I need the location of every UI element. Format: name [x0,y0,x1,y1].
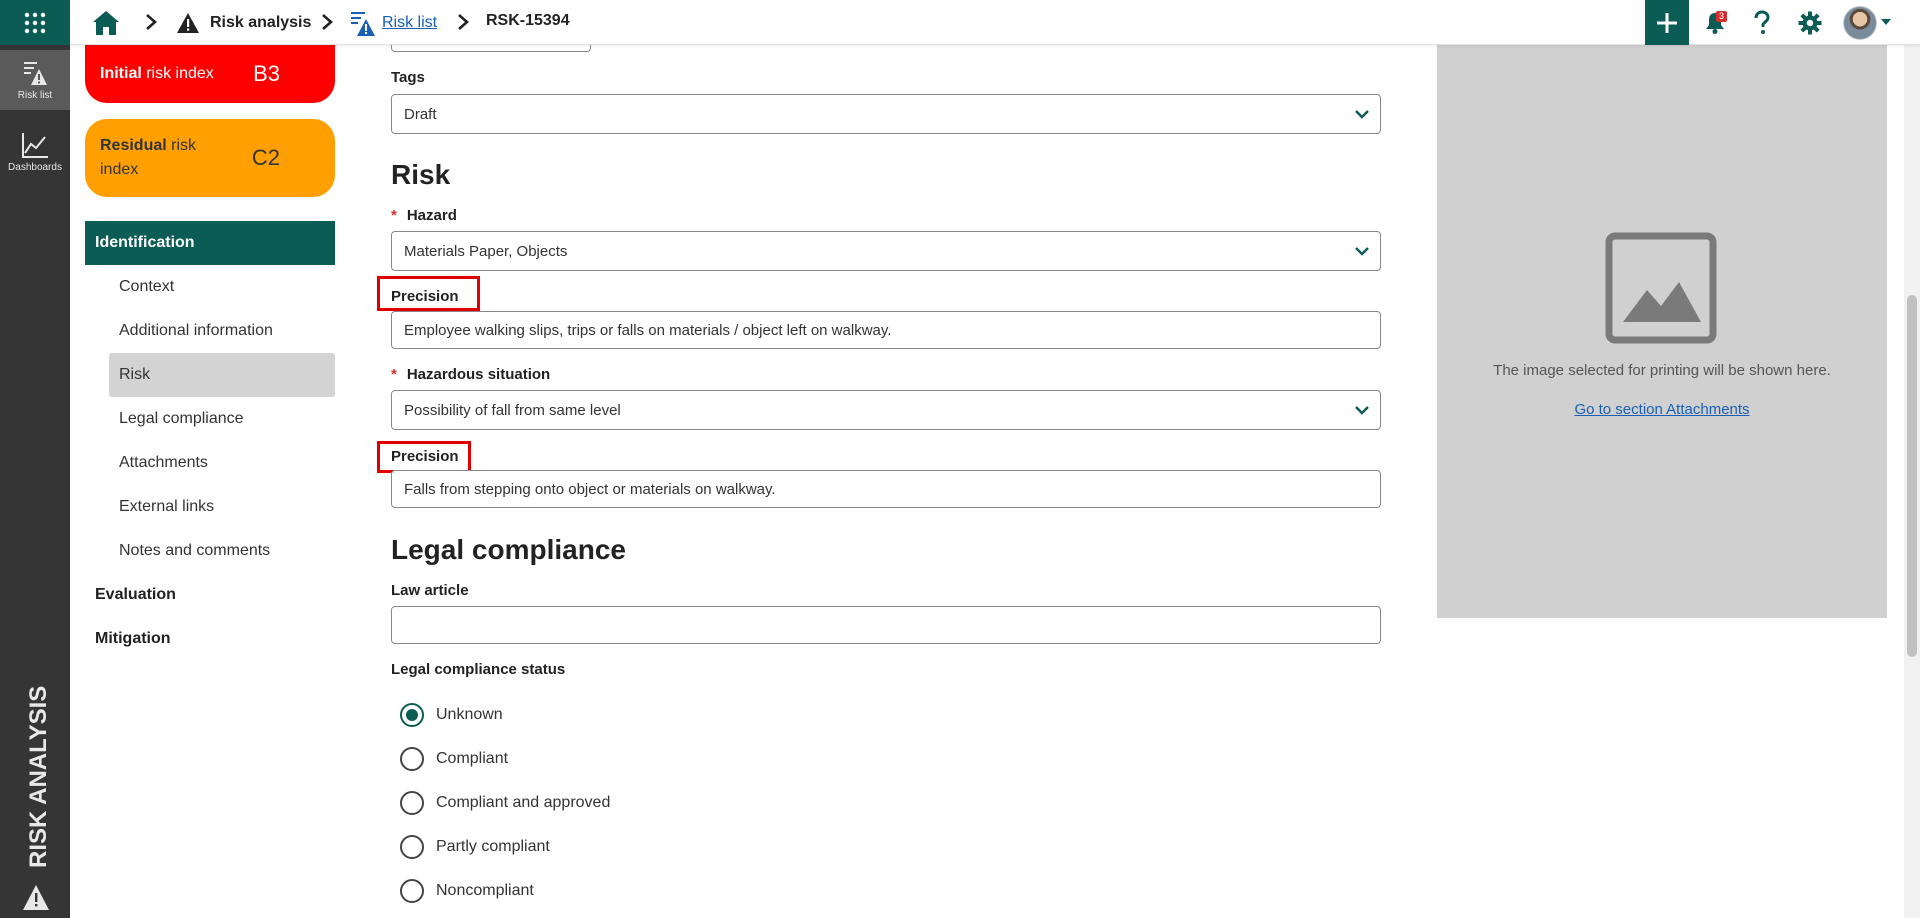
legal-compliance-status-label: Legal compliance status [391,661,566,678]
chart-line-icon [21,132,49,158]
top-bar [0,0,1920,45]
hazard-value: Materials Paper, Objects [404,242,568,260]
hazardous-situation-label [391,366,550,383]
breadcrumb-list-link[interactable]: Risk list [382,14,438,31]
radio-button[interactable] [400,879,424,903]
hazardous-situation-select[interactable] [391,390,1381,430]
hazard-label-text: Hazard [406,207,457,224]
chevron-down-icon [1354,404,1370,416]
rail-item-risk-list[interactable] [0,50,70,110]
risk-list-icon [22,60,48,86]
chevron-down-icon [1354,245,1370,257]
app-launcher-button[interactable] [0,0,70,45]
risk-section-title: Risk [391,159,451,190]
nav-item-risk[interactable]: Risk [109,353,335,397]
chevron-right-icon [142,12,160,32]
notification-count-badge: 3 [1716,11,1727,22]
nav-evaluation[interactable]: Evaluation [95,586,176,603]
initial-risk-grade: B3 [253,61,280,86]
rail-item-dashboards[interactable] [0,132,70,192]
rail-item-label: Risk list [17,90,53,101]
hazard-label [391,207,457,224]
situation-precision-label: Precision [391,448,459,465]
chevron-right-icon [318,12,336,32]
tags-value: Draft [404,105,437,123]
residual-risk-index-card [85,119,335,197]
radio-button[interactable] [400,835,424,859]
radio-label: Compliant and approved [436,794,611,811]
help-button[interactable] [1747,8,1777,38]
breadcrumb-risk-list[interactable] [350,8,437,38]
radio-label: Compliant [436,750,509,767]
initial-risk-index-card [85,45,335,103]
residual-risk-label-line2: index [100,161,139,178]
hazard-select[interactable] [391,231,1381,271]
hazardous-situation-label-text: Hazardous situation [406,366,551,383]
warning-icon [176,12,200,34]
chevron-right-icon [454,12,472,32]
breadcrumb-module-label: Risk analysis [210,14,312,31]
radio-option-unknown[interactable] [400,700,503,730]
residual-risk-label-rest: risk [166,137,197,154]
residual-risk-label-strong: Residual [100,137,167,154]
residual-risk-grade: C2 [251,145,280,170]
nav-item-attachments[interactable]: Attachments [119,454,208,471]
image-placeholder-icon [1605,232,1717,344]
home-button[interactable] [92,10,120,36]
risk-list-icon [350,9,376,37]
home-icon [92,10,120,36]
radio-label: Partly compliant [436,838,550,855]
settings-button[interactable] [1795,8,1825,38]
radio-option-noncompliant[interactable] [400,876,534,906]
tags-select[interactable] [391,94,1381,134]
nav-item-legal-compliance[interactable]: Legal compliance [119,410,244,427]
nav-item-notes-and-comments[interactable]: Notes and comments [119,542,271,559]
caret-down-icon[interactable] [1881,18,1891,26]
nav-mitigation[interactable]: Mitigation [95,630,171,647]
required-marker: * [391,207,397,224]
legal-compliance-section-title: Legal compliance [391,534,626,565]
tags-label: Tags [391,69,425,86]
hazardous-situation-value: Possibility of fall from same level [404,401,621,419]
hazard-precision-input[interactable]: Employee walking slips, trips or falls on materials / object left on walkway. [391,311,1381,349]
notifications-button[interactable] [1700,8,1730,38]
initial-risk-label-rest: risk index [141,65,214,82]
image-panel-note: The image selected for printing will be shown here. [1493,362,1831,379]
law-article-input[interactable] [391,606,1381,644]
radio-label: Unknown [436,706,503,723]
rail-item-label: Dashboards [8,162,62,173]
user-avatar[interactable] [1843,6,1877,40]
go-to-attachments-link[interactable]: Go to section Attachments [1574,401,1750,418]
radio-option-compliant[interactable] [400,744,508,774]
grid-icon [24,12,46,34]
chevron-down-icon [1354,108,1370,120]
print-image-panel [1437,45,1887,618]
nav-item-external-links[interactable]: External links [119,498,215,515]
nav-item-context[interactable]: Context [119,278,175,295]
situation-precision-input[interactable]: Falls from stepping onto object or materials on walkway. [391,470,1381,508]
question-mark-icon [1752,10,1772,36]
radio-option-partly-compliant[interactable] [400,832,550,862]
breadcrumb-risk-analysis[interactable] [176,10,311,36]
radio-option-compliant-and-approved[interactable] [400,788,610,818]
app-vertical-title-text: RISK ANALYSIS [25,685,52,868]
warning-icon [23,885,49,910]
plus-icon [1656,12,1678,34]
law-article-label: Law article [391,582,469,599]
nav-item-additional-information[interactable]: Additional information [119,322,273,339]
breadcrumb-record-id: RSK-15394 [486,12,570,29]
app-vertical-title [14,685,58,915]
nav-identification[interactable]: Identification [85,221,335,265]
radio-button[interactable] [400,747,424,771]
hazard-precision-label: Precision [391,288,459,305]
radio-label: Noncompliant [436,882,534,899]
app-rail [0,45,70,918]
radio-button[interactable] [400,791,424,815]
scrollbar-thumb[interactable] [1907,295,1917,657]
radio-button[interactable] [400,703,424,727]
required-marker: * [391,366,397,383]
initial-risk-label-strong: Initial [100,65,142,82]
gear-icon [1798,11,1822,35]
add-button[interactable] [1645,0,1689,45]
